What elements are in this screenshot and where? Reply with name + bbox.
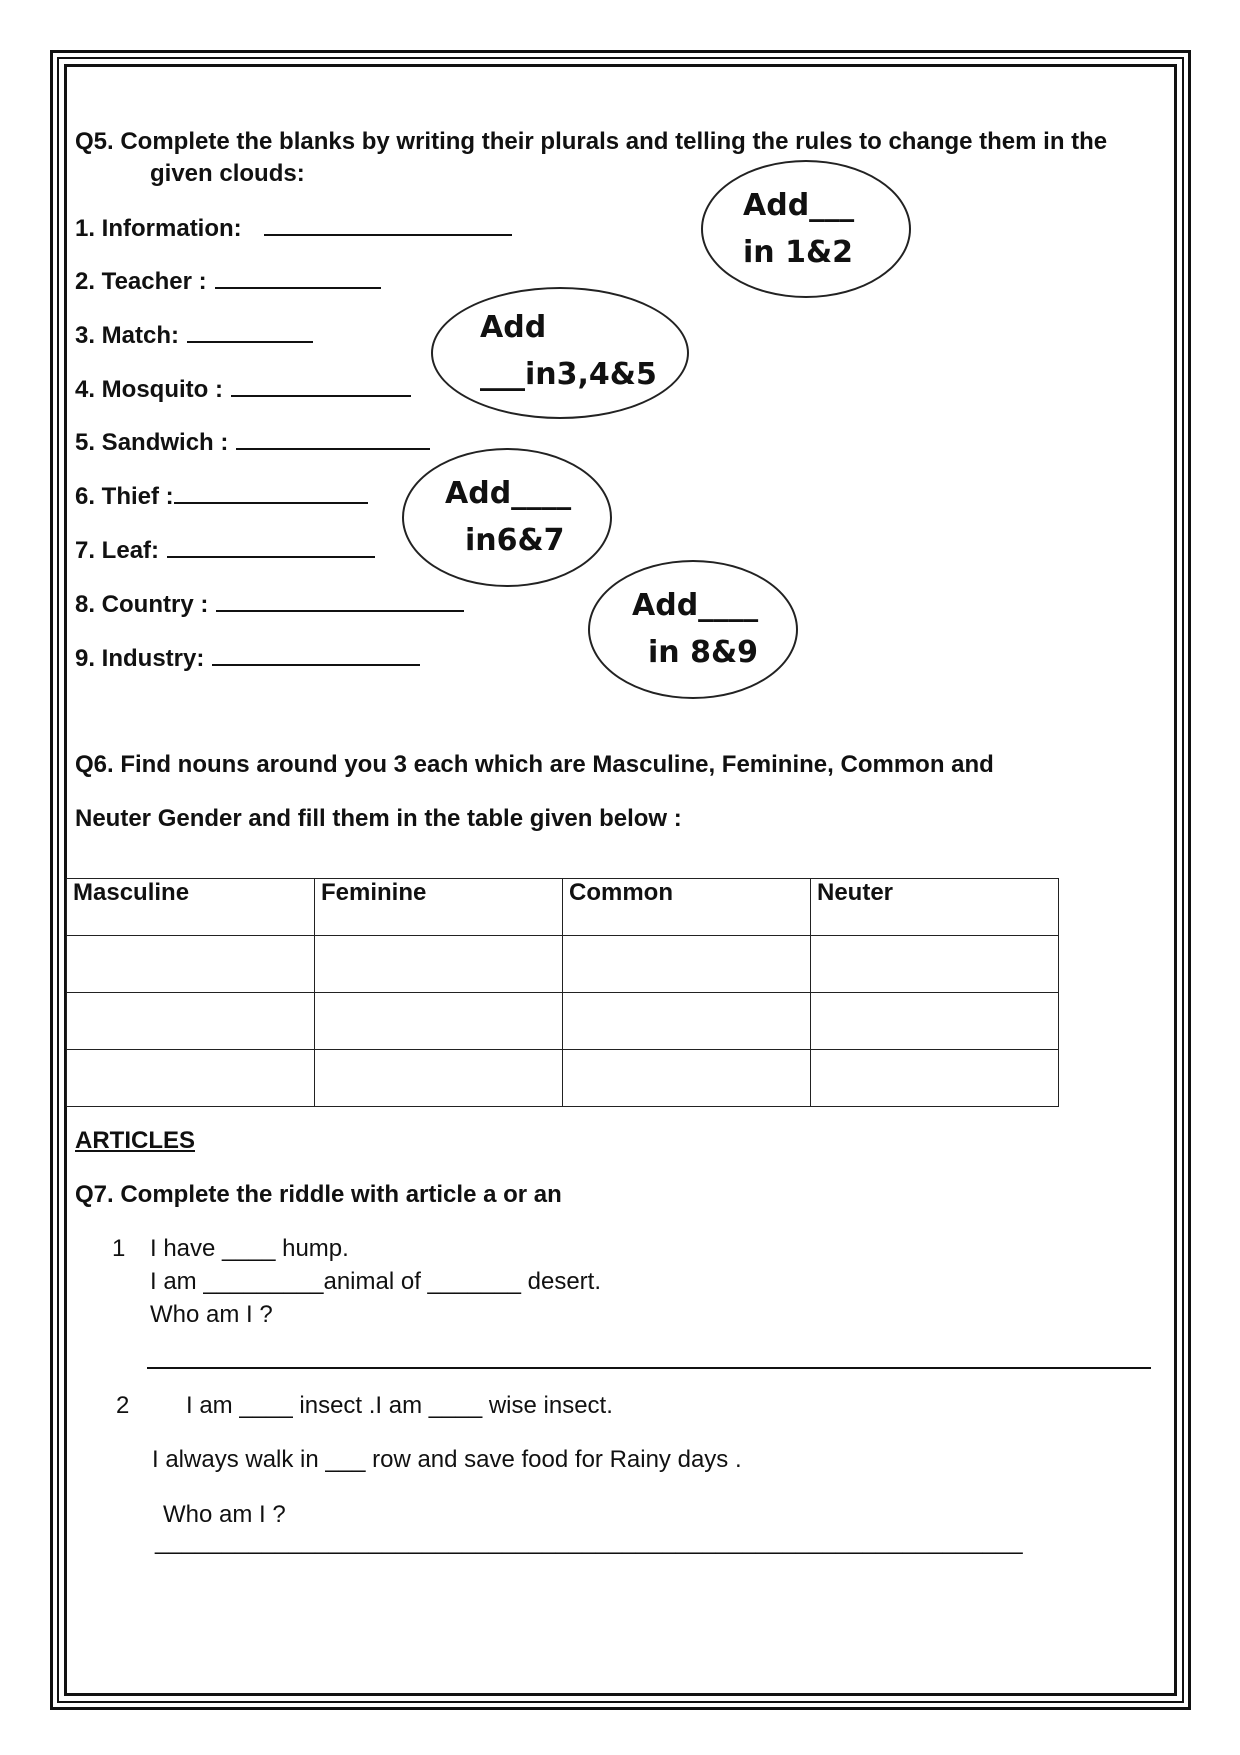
cloud-line: in 1&2 <box>743 235 853 270</box>
cloud-line: Add <box>480 310 547 345</box>
q5-item-information <box>75 214 512 243</box>
table-cell[interactable] <box>811 1050 1059 1107</box>
table-row <box>67 1050 1059 1107</box>
q5-title: Q5. Complete the blanks by writing their plurals and telling the rules to change them in the <box>75 128 1108 155</box>
answer-blank[interactable] <box>216 590 464 612</box>
riddle-1-answer-line[interactable] <box>147 1367 1151 1369</box>
gender-table <box>66 878 1059 1107</box>
table-cell[interactable] <box>563 936 811 993</box>
table-cell[interactable] <box>67 936 315 993</box>
q5-item-industry <box>75 644 420 673</box>
answer-blank[interactable] <box>187 321 313 343</box>
q6-title: Q6. Find nouns around you 3 each which are Masculine, Feminine, Common and <box>75 751 994 778</box>
cloud-rule-6-7-text <box>445 470 571 564</box>
riddle-1-number: 1 <box>112 1235 126 1262</box>
item-label: 3. Match: <box>75 322 180 349</box>
riddle-1-line-3: Who am I ? <box>150 1301 273 1328</box>
table-cell[interactable] <box>315 1050 563 1107</box>
answer-blank[interactable] <box>174 482 368 504</box>
articles-heading: ARTICLES <box>75 1127 195 1154</box>
riddle-2-number: 2 <box>116 1392 130 1419</box>
answer-blank[interactable] <box>167 536 375 558</box>
item-label: 7. Leaf: <box>75 537 160 564</box>
cloud-line: in 8&9 <box>648 635 758 670</box>
cloud-rule-8-9-text <box>632 582 758 676</box>
cloud-rule-1-2-text <box>743 182 854 276</box>
item-label: 1. Information: <box>75 215 242 242</box>
q5-item-mosquito <box>75 375 411 404</box>
table-row <box>67 993 1059 1050</box>
riddle-2-line-3: Who am I ? <box>163 1501 286 1528</box>
riddle-2-line-2: I always walk in ___ row and save food for Rainy days . <box>152 1446 742 1473</box>
table-cell[interactable] <box>315 993 563 1050</box>
riddle-2-answer-line[interactable]: _________________________________________________________________ <box>155 1528 1023 1555</box>
q5-title-continued: given clouds: <box>150 160 305 187</box>
answer-blank[interactable] <box>212 644 420 666</box>
q5-item-match <box>75 321 313 350</box>
table-cell[interactable] <box>67 1050 315 1107</box>
cloud-line: Add____ <box>632 588 759 623</box>
table-cell[interactable] <box>811 993 1059 1050</box>
header-masculine: Masculine <box>67 879 315 936</box>
answer-blank[interactable] <box>231 375 411 397</box>
item-label: 8. Country : <box>75 591 209 618</box>
q6-title-continued: Neuter Gender and fill them in the table given below : <box>75 805 682 832</box>
riddle-1-line-1: I have ____ hump. <box>150 1235 349 1262</box>
riddle-1-line-2: I am _________animal of _______ desert. <box>150 1268 601 1295</box>
q7-title: Q7. Complete the riddle with article a or an <box>75 1181 562 1208</box>
table-cell[interactable] <box>811 936 1059 993</box>
q5-item-sandwich <box>75 428 430 457</box>
table-cell[interactable] <box>315 936 563 993</box>
q5-item-leaf <box>75 536 375 565</box>
cloud-line: ___in3,4&5 <box>480 357 657 392</box>
answer-blank[interactable] <box>264 214 512 236</box>
item-label: 6. Thief : <box>75 483 174 510</box>
cloud-line: in6&7 <box>465 523 565 558</box>
q5-item-teacher <box>75 267 381 296</box>
table-cell[interactable] <box>563 1050 811 1107</box>
table-cell[interactable] <box>67 993 315 1050</box>
item-label: 4. Mosquito : <box>75 376 223 403</box>
q5-item-thief <box>75 482 368 511</box>
table-row <box>67 936 1059 993</box>
table-cell[interactable] <box>563 993 811 1050</box>
item-label: 2. Teacher : <box>75 268 207 295</box>
item-label: 9. Industry: <box>75 645 205 672</box>
table-header-row <box>67 879 1059 936</box>
header-common: Common <box>563 879 811 936</box>
cloud-line: Add___ <box>743 188 855 223</box>
answer-blank[interactable] <box>236 428 430 450</box>
q5-item-country <box>75 590 464 619</box>
answer-blank[interactable] <box>215 267 381 289</box>
cloud-line: Add____ <box>445 476 572 511</box>
header-neuter: Neuter <box>811 879 1059 936</box>
header-feminine: Feminine <box>315 879 563 936</box>
item-label: 5. Sandwich : <box>75 429 229 456</box>
cloud-rule-3-4-5-text <box>480 304 657 398</box>
riddle-2-line-1: I am ____ insect .I am ____ wise insect. <box>186 1392 613 1419</box>
